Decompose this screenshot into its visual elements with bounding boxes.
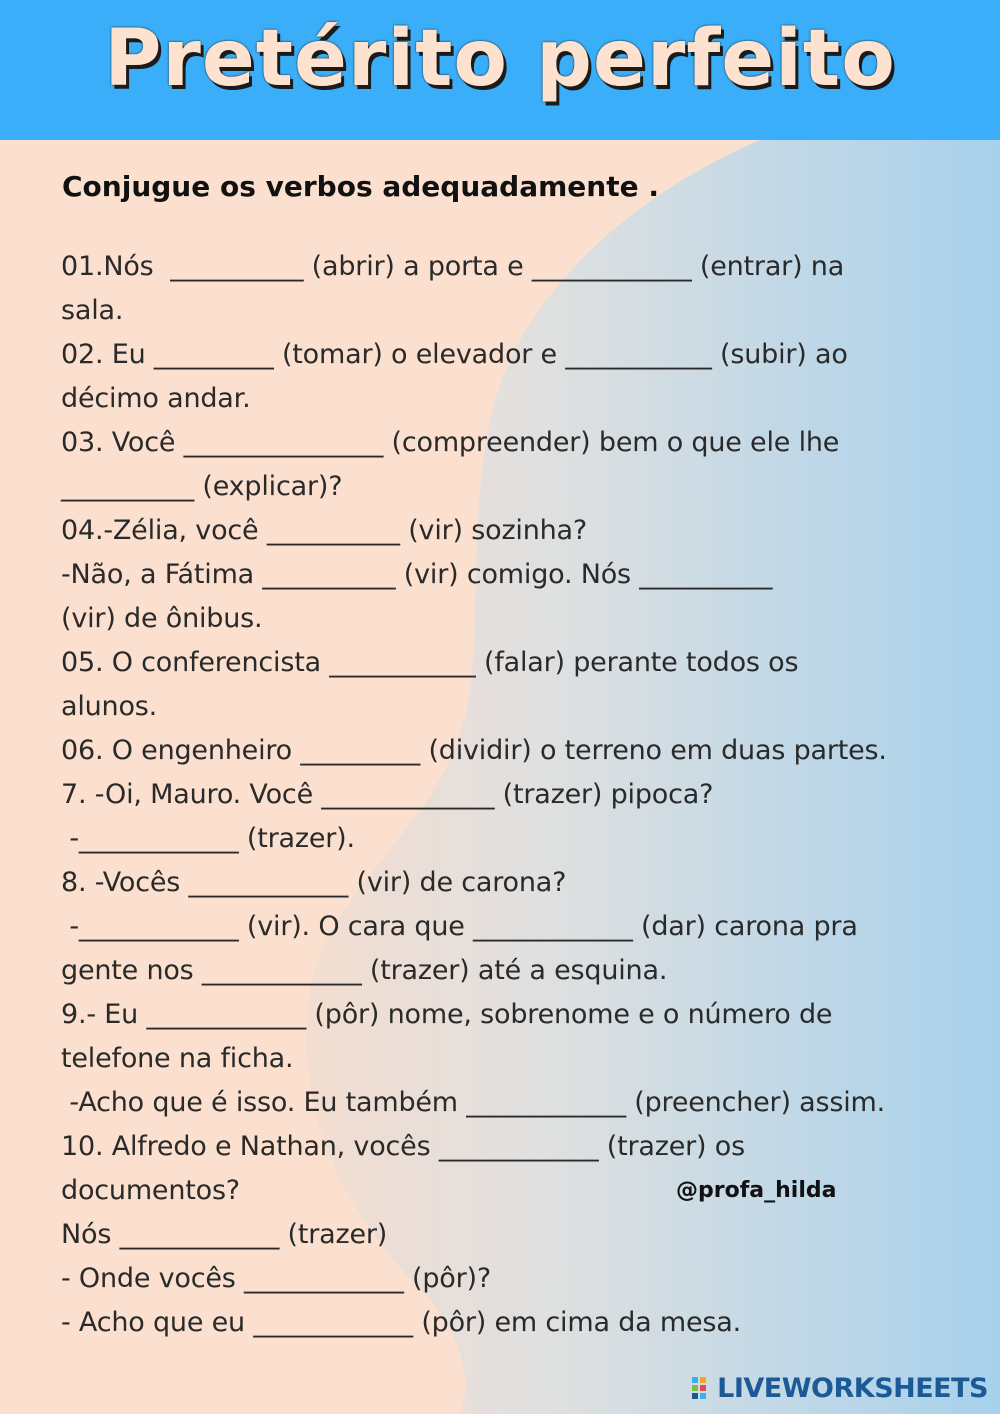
- exercise-line: 10. Alfredo e Nathan, vocês ____________ (trazer) os: [61, 1131, 745, 1162]
- author-handle: @profa_hilda: [676, 1178, 837, 1203]
- exercise-line: -Acho que é isso. Eu também ____________ (preencher) assim.: [61, 1087, 886, 1118]
- liveworksheets-icon: [692, 1377, 714, 1401]
- exercise-line: Nós ____________ (trazer): [61, 1219, 388, 1250]
- exercise-line: 01.Nós __________ (abrir) a porta e ____________ (entrar) na: [61, 251, 845, 282]
- exercise-line: __________ (explicar)?: [61, 471, 343, 502]
- exercise-line: 04.-Zélia, você __________ (vir) sozinha?: [61, 515, 588, 546]
- exercise-line: gente nos ____________ (trazer) até a esquina.: [61, 955, 668, 986]
- exercise-line: -Não, a Fátima __________ (vir) comigo. Nós __________: [61, 559, 773, 590]
- exercise-line: - Acho que eu ____________ (pôr) em cima da mesa.: [61, 1307, 741, 1338]
- exercise-line: telefone na ficha.: [61, 1043, 294, 1074]
- exercise-line: 02. Eu _________ (tomar) o elevador e ___________ (subir) ao: [61, 339, 848, 370]
- brand-text: LIVEWORKSHEETS: [717, 1373, 988, 1404]
- exercise-line: documentos?: [61, 1175, 240, 1206]
- exercise-line: 8. -Vocês ____________ (vir) de carona?: [61, 867, 567, 898]
- exercise-line: (vir) de ônibus.: [61, 603, 263, 634]
- exercise-line: - Onde vocês ____________ (pôr)?: [61, 1263, 491, 1294]
- exercise-line: -____________ (vir). O cara que ____________ (dar) carona pra: [61, 911, 858, 942]
- page-title: Pretérito perfeito: [104, 14, 896, 104]
- instruction-heading: Conjugue os verbos adequadamente .: [62, 170, 659, 203]
- exercise-line: 03. Você _______________ (compreender) bem o que ele lhe: [61, 427, 840, 458]
- exercise-line: sala.: [61, 295, 124, 326]
- exercise-line: décimo andar.: [61, 383, 251, 414]
- exercise-line: alunos.: [61, 691, 158, 722]
- liveworksheets-logo: [692, 1373, 988, 1404]
- exercise-line: -____________ (trazer).: [61, 823, 355, 854]
- exercise-line: 9.- Eu ____________ (pôr) nome, sobrenome e o número de: [61, 999, 833, 1030]
- exercise-line: 7. -Oi, Mauro. Você _____________ (trazer) pipoca?: [61, 779, 714, 810]
- exercise-line: 05. O conferencista ___________ (falar) perante todos os: [61, 647, 799, 678]
- exercise-line: 06. O engenheiro _________ (dividir) o terreno em duas partes.: [61, 735, 887, 766]
